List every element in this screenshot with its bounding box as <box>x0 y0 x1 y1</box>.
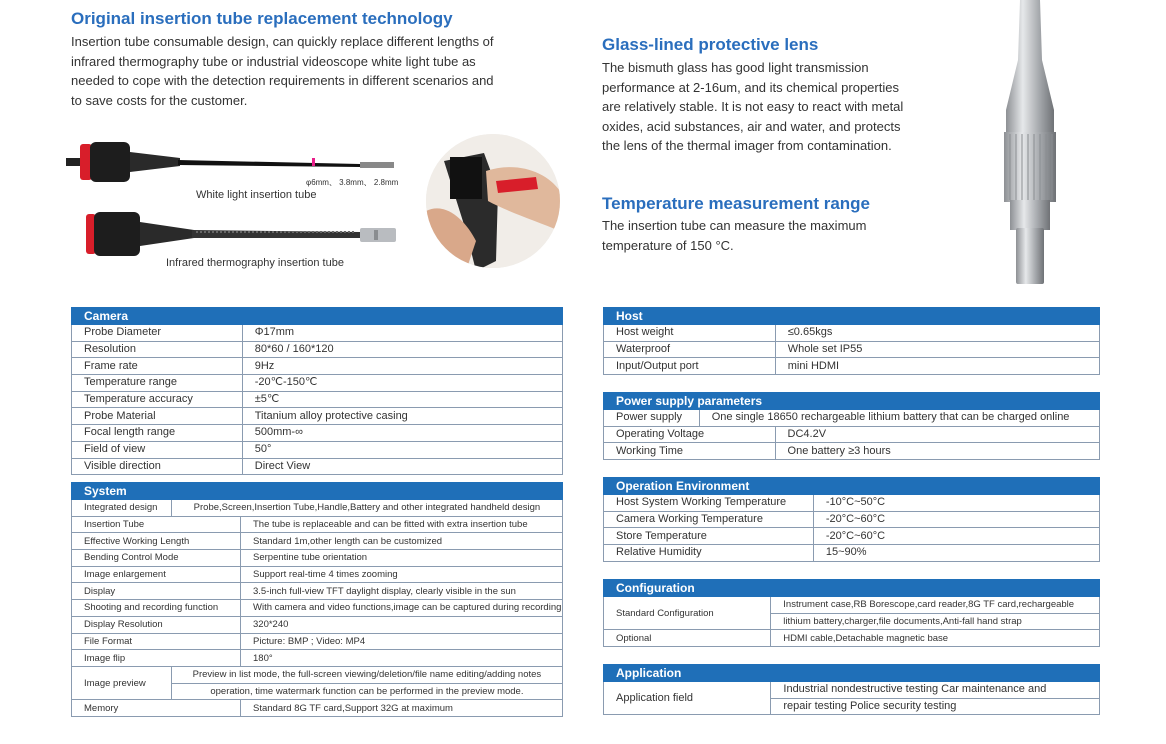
handheld-device-photo <box>426 131 560 271</box>
table-row <box>604 426 1100 443</box>
power-table-title: Power supply parameters <box>604 393 1100 410</box>
table-row <box>72 341 563 358</box>
spec-label: Integrated design <box>72 500 172 517</box>
spec-label: File Format <box>72 633 241 650</box>
spec-value: -10°C~50°C <box>813 495 1099 512</box>
system-table-title: System <box>72 483 563 500</box>
table-row <box>72 533 563 550</box>
spec-value: The tube is replaceable and can be fitted with extra insertion tube <box>241 516 563 533</box>
white-tube-label: White light insertion tube <box>196 189 317 201</box>
spec-label: Temperature accuracy <box>72 391 243 408</box>
environment-table <box>603 477 1100 562</box>
spec-value: 500mm-∞ <box>242 425 562 442</box>
table-row <box>604 630 1100 647</box>
spec-value: -20°C~60°C <box>813 511 1099 528</box>
table-row <box>72 458 563 475</box>
table-row <box>72 566 563 583</box>
spec-value: Serpentine tube orientation <box>241 550 563 567</box>
table-row <box>604 495 1100 512</box>
spec-label: Probe Material <box>72 408 243 425</box>
diameter-label: φ6mm、 3.8mm、 2.8mm <box>306 178 399 187</box>
spec-label: Probe Diameter <box>72 325 243 342</box>
spec-value: 9Hz <box>242 358 562 375</box>
spec-label: Insertion Tube <box>72 516 241 533</box>
table-row <box>604 358 1100 375</box>
desc-line: infrared thermography tube or industrial videoscope white light tube as <box>71 53 476 69</box>
infrared-tube-image <box>84 208 424 258</box>
spec-value: -20°C~60°C <box>813 528 1099 545</box>
spec-value: HDMI cable,Detachable magnetic base <box>771 630 1100 647</box>
spec-label: Visible direction <box>72 458 243 475</box>
spec-label: Frame rate <box>72 358 243 375</box>
desc-line: Insertion tube consumable design, can quickly replace different lengths of <box>71 34 494 49</box>
table-row <box>72 650 563 667</box>
temp-line: temperature of 150 °C. <box>602 237 734 253</box>
spec-value: One battery ≥3 hours <box>775 443 1099 460</box>
lens-line: oxides, acid substances, air and water, and protects <box>602 118 901 134</box>
system-table <box>71 482 563 717</box>
host-table <box>603 307 1100 375</box>
host-table-title: Host <box>604 308 1100 325</box>
spec-value: Standard 1m,other length can be customized <box>241 533 563 550</box>
table-row <box>72 408 563 425</box>
power-table <box>603 392 1100 460</box>
spec-label: Input/Output port <box>604 358 776 375</box>
lens-line: are relatively stable. It is not easy to react with metal <box>602 99 904 114</box>
table-row <box>604 325 1100 342</box>
spec-label: Relative Humidity <box>604 545 814 562</box>
table-row <box>72 358 563 375</box>
spec-value: One single 18650 rechargeable lithium battery that can be charged online <box>699 410 1099 427</box>
table-row <box>604 443 1100 460</box>
lens-line: performance at 2-16um, and its chemical properties <box>602 79 899 95</box>
probe-image <box>990 0 1070 290</box>
table-row <box>72 375 563 392</box>
spec-label: Optional <box>604 630 771 647</box>
lens-line: the lens of the thermal imager from contamination. <box>602 138 892 153</box>
desc-line: needed to cope with the detection requirements in different scenarios and <box>71 73 494 88</box>
table-row <box>72 616 563 633</box>
lens-description <box>602 58 942 156</box>
temperature-range-title: Temperature measurement range <box>602 194 871 213</box>
spec-label: Image enlargement <box>72 566 241 583</box>
spec-value: With camera and video functions,image can be captured during recording <box>241 600 563 617</box>
spec-value: 50° <box>242 441 562 458</box>
table-row <box>604 545 1100 562</box>
lens-line: The bismuth glass has good light transmission <box>602 60 869 75</box>
spec-label: Application field <box>604 682 771 715</box>
spec-value: ±5℃ <box>242 391 562 408</box>
spec-value: -20℃-150℃ <box>242 375 562 392</box>
table-row <box>604 511 1100 528</box>
temp-line: The insertion tube can measure the maximum <box>602 218 867 233</box>
desc-line: to save costs for the customer. <box>71 92 248 108</box>
spec-label: Focal length range <box>72 425 243 442</box>
spec-label: Field of view <box>72 441 243 458</box>
spec-value: Picture: BMP ; Video: MP4 <box>241 633 563 650</box>
spec-value: Standard 8G TF card,Support 32G at maximum <box>241 700 563 717</box>
spec-value: 80*60 / 160*120 <box>242 341 562 358</box>
table-row <box>72 600 563 617</box>
table-row <box>72 516 563 533</box>
configuration-table <box>603 579 1100 647</box>
spec-value: 15~90% <box>813 545 1099 562</box>
spec-label: Bending Control Mode <box>72 550 241 567</box>
spec-value: Industrial nondestructive testing Car maintenance and <box>771 682 1100 699</box>
application-table-title: Application <box>604 665 1100 682</box>
spec-value: 320*240 <box>241 616 563 633</box>
application-table <box>603 664 1100 715</box>
spec-label: Image flip <box>72 650 241 667</box>
table-row <box>604 597 1100 614</box>
table-row <box>72 425 563 442</box>
spec-label: Display <box>72 583 241 600</box>
spec-label: Waterproof <box>604 341 776 358</box>
spec-label: Operating Voltage <box>604 426 776 443</box>
table-row <box>72 633 563 650</box>
spec-value: DC4.2V <box>775 426 1099 443</box>
table-row <box>72 441 563 458</box>
table-row <box>72 700 563 717</box>
spec-value: Titanium alloy protective casing <box>242 408 562 425</box>
spec-value: 180° <box>241 650 563 667</box>
spec-label: Display Resolution <box>72 616 241 633</box>
table-row <box>604 410 1100 427</box>
table-row <box>72 550 563 567</box>
table-row <box>604 341 1100 358</box>
spec-value: ≤0.65kgs <box>775 325 1099 342</box>
spec-value: repair testing Police security testing <box>771 698 1100 715</box>
spec-value: 3.5-inch full-view TFT daylight display, clearly visible in the sun <box>241 583 563 600</box>
spec-label: Effective Working Length <box>72 533 241 550</box>
spec-label: Host System Working Temperature <box>604 495 814 512</box>
spec-label: Resolution <box>72 341 243 358</box>
spec-label: Standard Configuration <box>604 597 771 630</box>
table-row <box>604 682 1100 699</box>
spec-label: Memory <box>72 700 241 717</box>
table-row <box>72 391 563 408</box>
spec-label: Working Time <box>604 443 776 460</box>
configuration-table-title: Configuration <box>604 580 1100 597</box>
spec-label: Image preview <box>72 666 172 699</box>
environment-table-title: Operation Environment <box>604 478 1100 495</box>
spec-label: Temperature range <box>72 375 243 392</box>
spec-value: Direct View <box>242 458 562 475</box>
infrared-tube-label: Infrared thermography insertion tube <box>166 257 344 269</box>
spec-value: Φ17mm <box>242 325 562 342</box>
spec-value: Instrument case,RB Borescope,card reader,8G TF card,rechargeable <box>771 597 1100 614</box>
spec-label: Store Temperature <box>604 528 814 545</box>
spec-value: operation, time watermark function can be performed in the preview mode. <box>171 683 562 700</box>
spec-value: mini HDMI <box>775 358 1099 375</box>
table-row <box>72 325 563 342</box>
insertion-tube-title: Original insertion tube replacement technology <box>71 9 453 28</box>
spec-label: Host weight <box>604 325 776 342</box>
table-row <box>72 500 563 517</box>
insertion-tube-description <box>71 32 541 110</box>
spec-label: Power supply <box>604 410 700 427</box>
spec-value: Preview in list mode, the full-screen viewing/deletion/file name editing/adding notes <box>171 666 562 683</box>
camera-table <box>71 307 563 475</box>
spec-value: Support real-time 4 times zooming <box>241 566 563 583</box>
spec-label: Shooting and recording function <box>72 600 241 617</box>
spec-label: Camera Working Temperature <box>604 511 814 528</box>
spec-value: Probe,Screen,Insertion Tube,Handle,Battery and other integrated handheld design <box>171 500 562 517</box>
table-row <box>72 666 563 683</box>
spec-value: lithium battery,charger,file documents,Anti-fall hand strap <box>771 613 1100 630</box>
table-row <box>604 528 1100 545</box>
camera-table-title: Camera <box>72 308 563 325</box>
lens-title: Glass-lined protective lens <box>602 35 819 54</box>
table-row <box>72 583 563 600</box>
spec-value: Whole set IP55 <box>775 341 1099 358</box>
temperature-range-description <box>602 216 942 255</box>
